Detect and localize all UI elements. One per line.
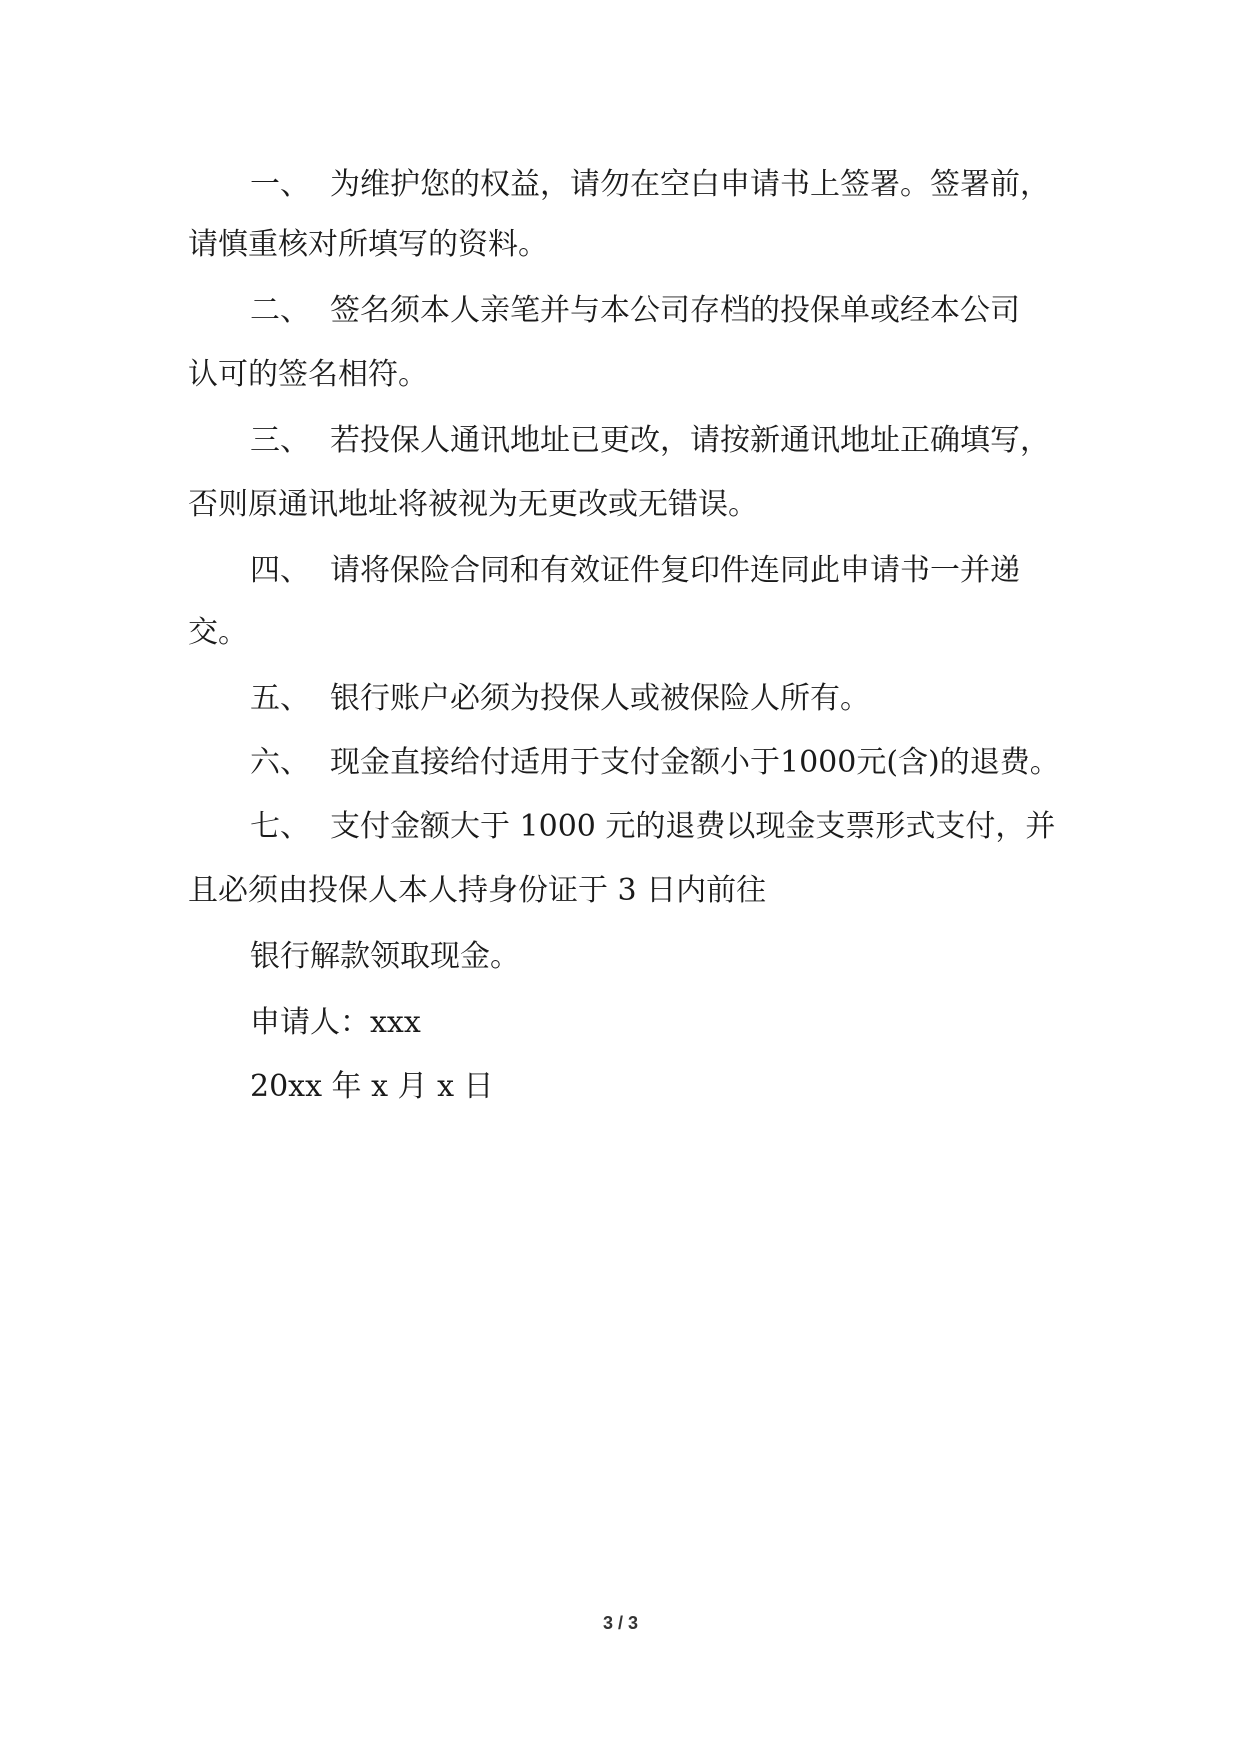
item-6-text: 现金直接给付适用于支付金额小于1000元(含)的退费。 xyxy=(330,745,1060,780)
item-2-number: 二、 xyxy=(250,293,310,328)
item-2-text: 签名须本人亲笔并与本公司存档的投保单或经本公司 xyxy=(330,293,1020,328)
item-4-number: 四、 xyxy=(250,553,310,588)
item-5-number: 五、 xyxy=(250,681,310,716)
item-4-line-2: 交。 xyxy=(188,615,248,650)
item-7-line-1 xyxy=(250,809,1056,844)
item-5-line-1 xyxy=(250,681,870,716)
item-3-line-2: 否则原通讯地址将被视为无更改或无错误。 xyxy=(188,487,758,522)
item-4-text: 请将保险合同和有效证件复印件连同此申请书一并递 xyxy=(330,553,1020,588)
item-6-number: 六、 xyxy=(250,745,310,780)
item-1-line-2: 请慎重核对所填写的资料。 xyxy=(188,227,548,262)
item-7-text: 支付金额大于 1000 元的退费以现金支票形式支付，并 xyxy=(330,809,1056,844)
item-1-text: 为维护您的权益，请勿在空白申请书上签署。签署前， xyxy=(330,167,1050,202)
item-3-number: 三、 xyxy=(250,423,310,458)
date-line: 20xx 年 x 月 x 日 xyxy=(250,1069,494,1104)
item-3-text: 若投保人通讯地址已更改，请按新通讯地址正确填写， xyxy=(330,423,1050,458)
applicant-line: 申请人：xxx xyxy=(250,1005,421,1040)
item-7-number: 七、 xyxy=(250,809,310,844)
item-3-line-1 xyxy=(250,423,1050,458)
item-2-line-1 xyxy=(250,293,1020,328)
item-5-text: 银行账户必须为投保人或被保险人所有。 xyxy=(330,681,870,716)
item-4-line-1 xyxy=(250,553,1020,588)
page-number: 3 / 3 xyxy=(602,1613,639,1633)
item-1-line-1 xyxy=(250,167,1050,202)
item-2-line-2: 认可的签名相符。 xyxy=(188,357,428,392)
continuation-text: 银行解款领取现金。 xyxy=(250,939,520,974)
item-7-line-2: 且必须由投保人本人持身份证于 3 日内前往 xyxy=(188,873,767,908)
item-1-number: 一、 xyxy=(250,167,310,202)
item-6-line-1 xyxy=(250,745,1060,780)
